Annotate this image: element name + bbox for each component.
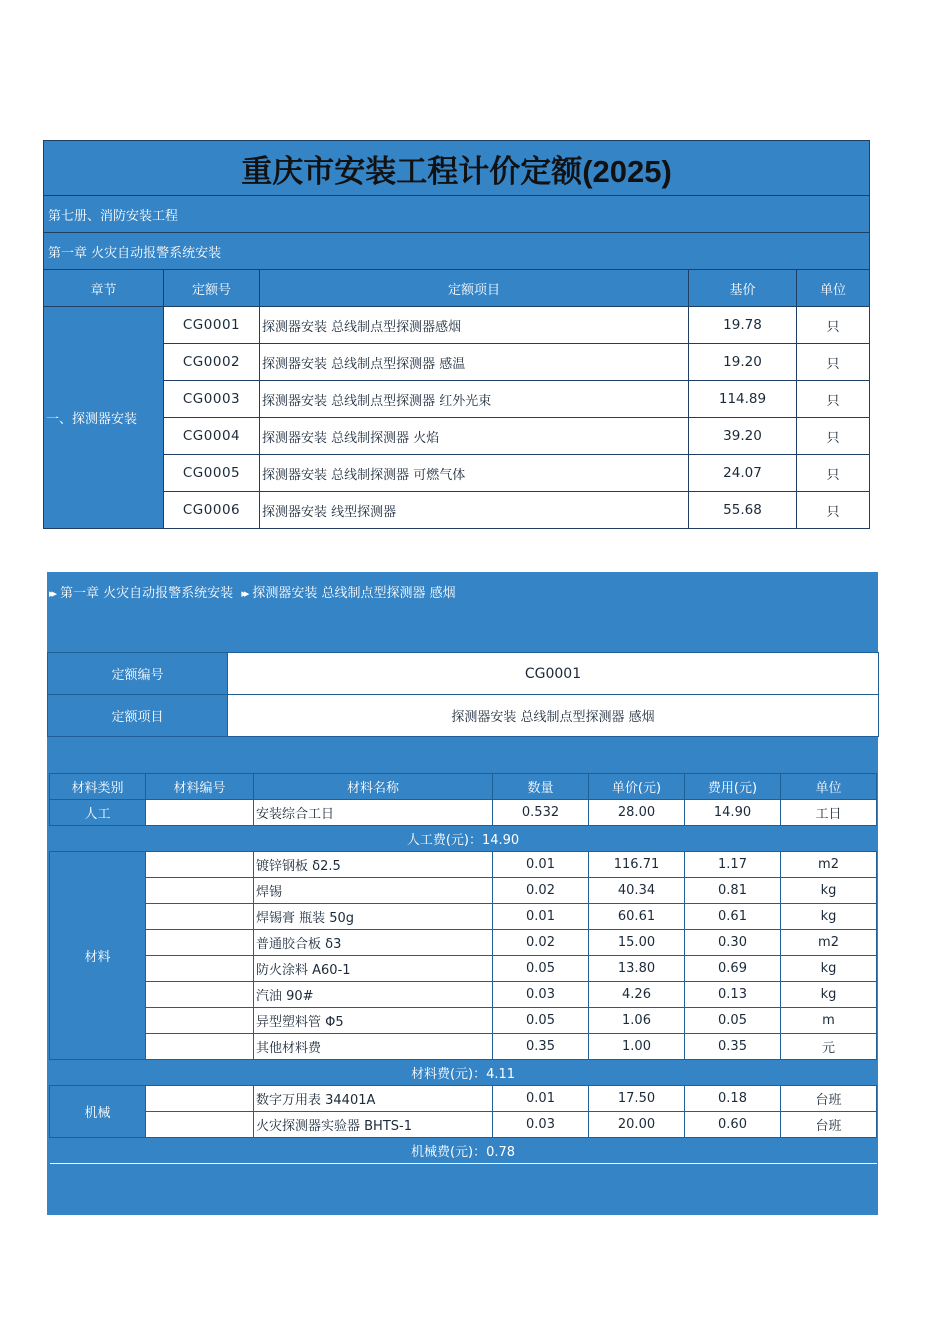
table-row <box>50 904 877 930</box>
material-price: 20.00 <box>589 1112 685 1138</box>
material-code <box>146 1086 254 1112</box>
material-name: 防火涂料 A60-1 <box>254 956 493 982</box>
double-arrow-icon: ▸▸ <box>49 587 55 600</box>
item-label: 定额项目 <box>48 695 228 737</box>
material-qty: 0.03 <box>493 982 589 1008</box>
quota-item: 探测器安装 总线制探测器 火焰 <box>260 418 689 455</box>
table-row[interactable] <box>44 455 870 492</box>
header-unit: 单位 <box>797 270 870 307</box>
quota-item: 探测器安装 线型探测器 <box>260 492 689 529</box>
header-item: 定额项目 <box>260 270 689 307</box>
header-qty: 数量 <box>493 774 589 800</box>
material-price: 13.80 <box>589 956 685 982</box>
material-unit: kg <box>781 878 877 904</box>
header-category: 材料类别 <box>50 774 146 800</box>
table-row[interactable] <box>44 381 870 418</box>
quota-code-link[interactable]: CG0002 <box>164 344 260 381</box>
table-row <box>50 956 877 982</box>
material-code <box>146 1112 254 1138</box>
materials-table <box>49 773 877 1164</box>
quota-table <box>43 140 870 529</box>
material-unit: 工日 <box>781 800 877 826</box>
quota-price: 19.20 <box>689 344 797 381</box>
material-code <box>146 1008 254 1034</box>
material-price: 40.34 <box>589 878 685 904</box>
material-unit: m2 <box>781 852 877 878</box>
code-value: CG0001 <box>228 653 879 695</box>
material-price: 116.71 <box>589 852 685 878</box>
material-code <box>146 982 254 1008</box>
breadcrumb <box>49 582 456 601</box>
material-name: 焊锡 <box>254 878 493 904</box>
header-cost: 费用(元) <box>685 774 781 800</box>
quota-item: 探测器安装 总线制点型探测器感烟 <box>260 307 689 344</box>
quota-unit: 只 <box>797 381 870 418</box>
machinery-subtotal: 机械费(元)：0.78 <box>50 1138 877 1164</box>
material-name: 火灾探测器实验器 BHTS-1 <box>254 1112 493 1138</box>
quota-detail-panel <box>47 572 878 1215</box>
volume-label: 第七册、消防安装工程 <box>44 196 870 233</box>
header-price: 基价 <box>689 270 797 307</box>
material-qty: 0.02 <box>493 878 589 904</box>
quota-code-link[interactable]: CG0001 <box>164 307 260 344</box>
materials-subtotal: 材料费(元)：4.11 <box>50 1060 877 1086</box>
table-row[interactable] <box>44 492 870 529</box>
breadcrumb-chapter[interactable]: 第一章 火灾自动报警系统安装 <box>60 586 234 601</box>
material-unit: 台班 <box>781 1112 877 1138</box>
material-cost: 0.13 <box>685 982 781 1008</box>
quota-code-link[interactable]: CG0006 <box>164 492 260 529</box>
material-cost: 0.61 <box>685 904 781 930</box>
category-labor: 人工 <box>50 800 146 826</box>
material-unit: m <box>781 1008 877 1034</box>
table-row <box>50 800 877 826</box>
material-unit: kg <box>781 982 877 1008</box>
table-row <box>50 930 877 956</box>
material-price: 4.26 <box>589 982 685 1008</box>
material-name: 普通胶合板 δ3 <box>254 930 493 956</box>
header-unit-price: 单价(元) <box>589 774 685 800</box>
material-name: 其他材料费 <box>254 1034 493 1060</box>
table-row[interactable] <box>44 344 870 381</box>
quota-code-link[interactable]: CG0005 <box>164 455 260 492</box>
material-unit: kg <box>781 956 877 982</box>
quota-item: 探测器安装 总线制点型探测器 感温 <box>260 344 689 381</box>
material-name: 汽油 90# <box>254 982 493 1008</box>
material-code <box>146 878 254 904</box>
material-qty: 0.05 <box>493 956 589 982</box>
material-name: 异型塑料管 Φ5 <box>254 1008 493 1034</box>
table-row <box>50 1008 877 1034</box>
quota-code-link[interactable]: CG0004 <box>164 418 260 455</box>
material-unit: kg <box>781 904 877 930</box>
material-price: 1.06 <box>589 1008 685 1034</box>
header-material-name: 材料名称 <box>254 774 493 800</box>
material-price: 60.61 <box>589 904 685 930</box>
material-name: 镀锌钢板 δ2.5 <box>254 852 493 878</box>
header-unit: 单位 <box>781 774 877 800</box>
table-row <box>50 1034 877 1060</box>
chapter-label: 第一章 火灾自动报警系统安装 <box>44 233 870 270</box>
materials-header <box>50 774 877 800</box>
material-price: 28.00 <box>589 800 685 826</box>
material-cost: 0.30 <box>685 930 781 956</box>
material-name: 焊锡膏 瓶装 50g <box>254 904 493 930</box>
header-code: 定额号 <box>164 270 260 307</box>
material-qty: 0.01 <box>493 904 589 930</box>
material-qty: 0.02 <box>493 930 589 956</box>
material-price: 1.00 <box>589 1034 685 1060</box>
material-cost: 0.18 <box>685 1086 781 1112</box>
header-material-code: 材料编号 <box>146 774 254 800</box>
material-qty: 0.35 <box>493 1034 589 1060</box>
table-row <box>50 1086 877 1112</box>
quota-code-link[interactable]: CG0003 <box>164 381 260 418</box>
category-materials: 材料 <box>50 852 146 1060</box>
quota-price: 19.78 <box>689 307 797 344</box>
material-cost: 0.81 <box>685 878 781 904</box>
material-unit: 台班 <box>781 1086 877 1112</box>
material-code <box>146 930 254 956</box>
quota-unit: 只 <box>797 492 870 529</box>
quota-price: 55.68 <box>689 492 797 529</box>
material-cost: 0.05 <box>685 1008 781 1034</box>
page-title: 重庆市安装工程计价定额(2025) <box>44 141 870 196</box>
material-price: 15.00 <box>589 930 685 956</box>
quota-unit: 只 <box>797 418 870 455</box>
material-cost: 14.90 <box>685 800 781 826</box>
material-unit: 元 <box>781 1034 877 1060</box>
material-qty: 0.01 <box>493 852 589 878</box>
material-cost: 0.60 <box>685 1112 781 1138</box>
labor-subtotal: 人工费(元)：14.90 <box>50 826 877 852</box>
material-qty: 0.532 <box>493 800 589 826</box>
quota-unit: 只 <box>797 455 870 492</box>
material-price: 17.50 <box>589 1086 685 1112</box>
material-qty: 0.05 <box>493 1008 589 1034</box>
quota-item: 探测器安装 总线制点型探测器 红外光束 <box>260 381 689 418</box>
quota-price: 39.20 <box>689 418 797 455</box>
header-chapter: 章节 <box>44 270 164 307</box>
material-unit: m2 <box>781 930 877 956</box>
material-cost: 0.69 <box>685 956 781 982</box>
material-code <box>146 1034 254 1060</box>
material-code <box>146 904 254 930</box>
material-code <box>146 852 254 878</box>
item-value: 探测器安装 总线制点型探测器 感烟 <box>228 695 879 737</box>
material-qty: 0.01 <box>493 1086 589 1112</box>
table-row <box>50 982 877 1008</box>
material-name: 数字万用表 34401A <box>254 1086 493 1112</box>
quota-unit: 只 <box>797 307 870 344</box>
table-row[interactable] <box>44 418 870 455</box>
double-arrow-icon: ▸▸ <box>241 587 247 600</box>
material-name: 安装综合工日 <box>254 800 493 826</box>
material-qty: 0.03 <box>493 1112 589 1138</box>
material-cost: 0.35 <box>685 1034 781 1060</box>
table-row <box>50 852 877 878</box>
quota-price: 24.07 <box>689 455 797 492</box>
material-cost: 1.17 <box>685 852 781 878</box>
code-label: 定额编号 <box>48 653 228 695</box>
material-code <box>146 956 254 982</box>
quota-item: 探测器安装 总线制探测器 可燃气体 <box>260 455 689 492</box>
quota-unit: 只 <box>797 344 870 381</box>
table-row <box>50 1112 877 1138</box>
section-label: 一、探测器安装 <box>44 307 164 529</box>
quota-meta-table <box>47 652 879 737</box>
table-row <box>50 878 877 904</box>
category-machinery: 机械 <box>50 1086 146 1138</box>
table-header <box>44 270 870 307</box>
table-row[interactable] <box>44 307 870 344</box>
quota-price: 114.89 <box>689 381 797 418</box>
material-code <box>146 800 254 826</box>
breadcrumb-item: 探测器安装 总线制点型探测器 感烟 <box>252 586 456 601</box>
